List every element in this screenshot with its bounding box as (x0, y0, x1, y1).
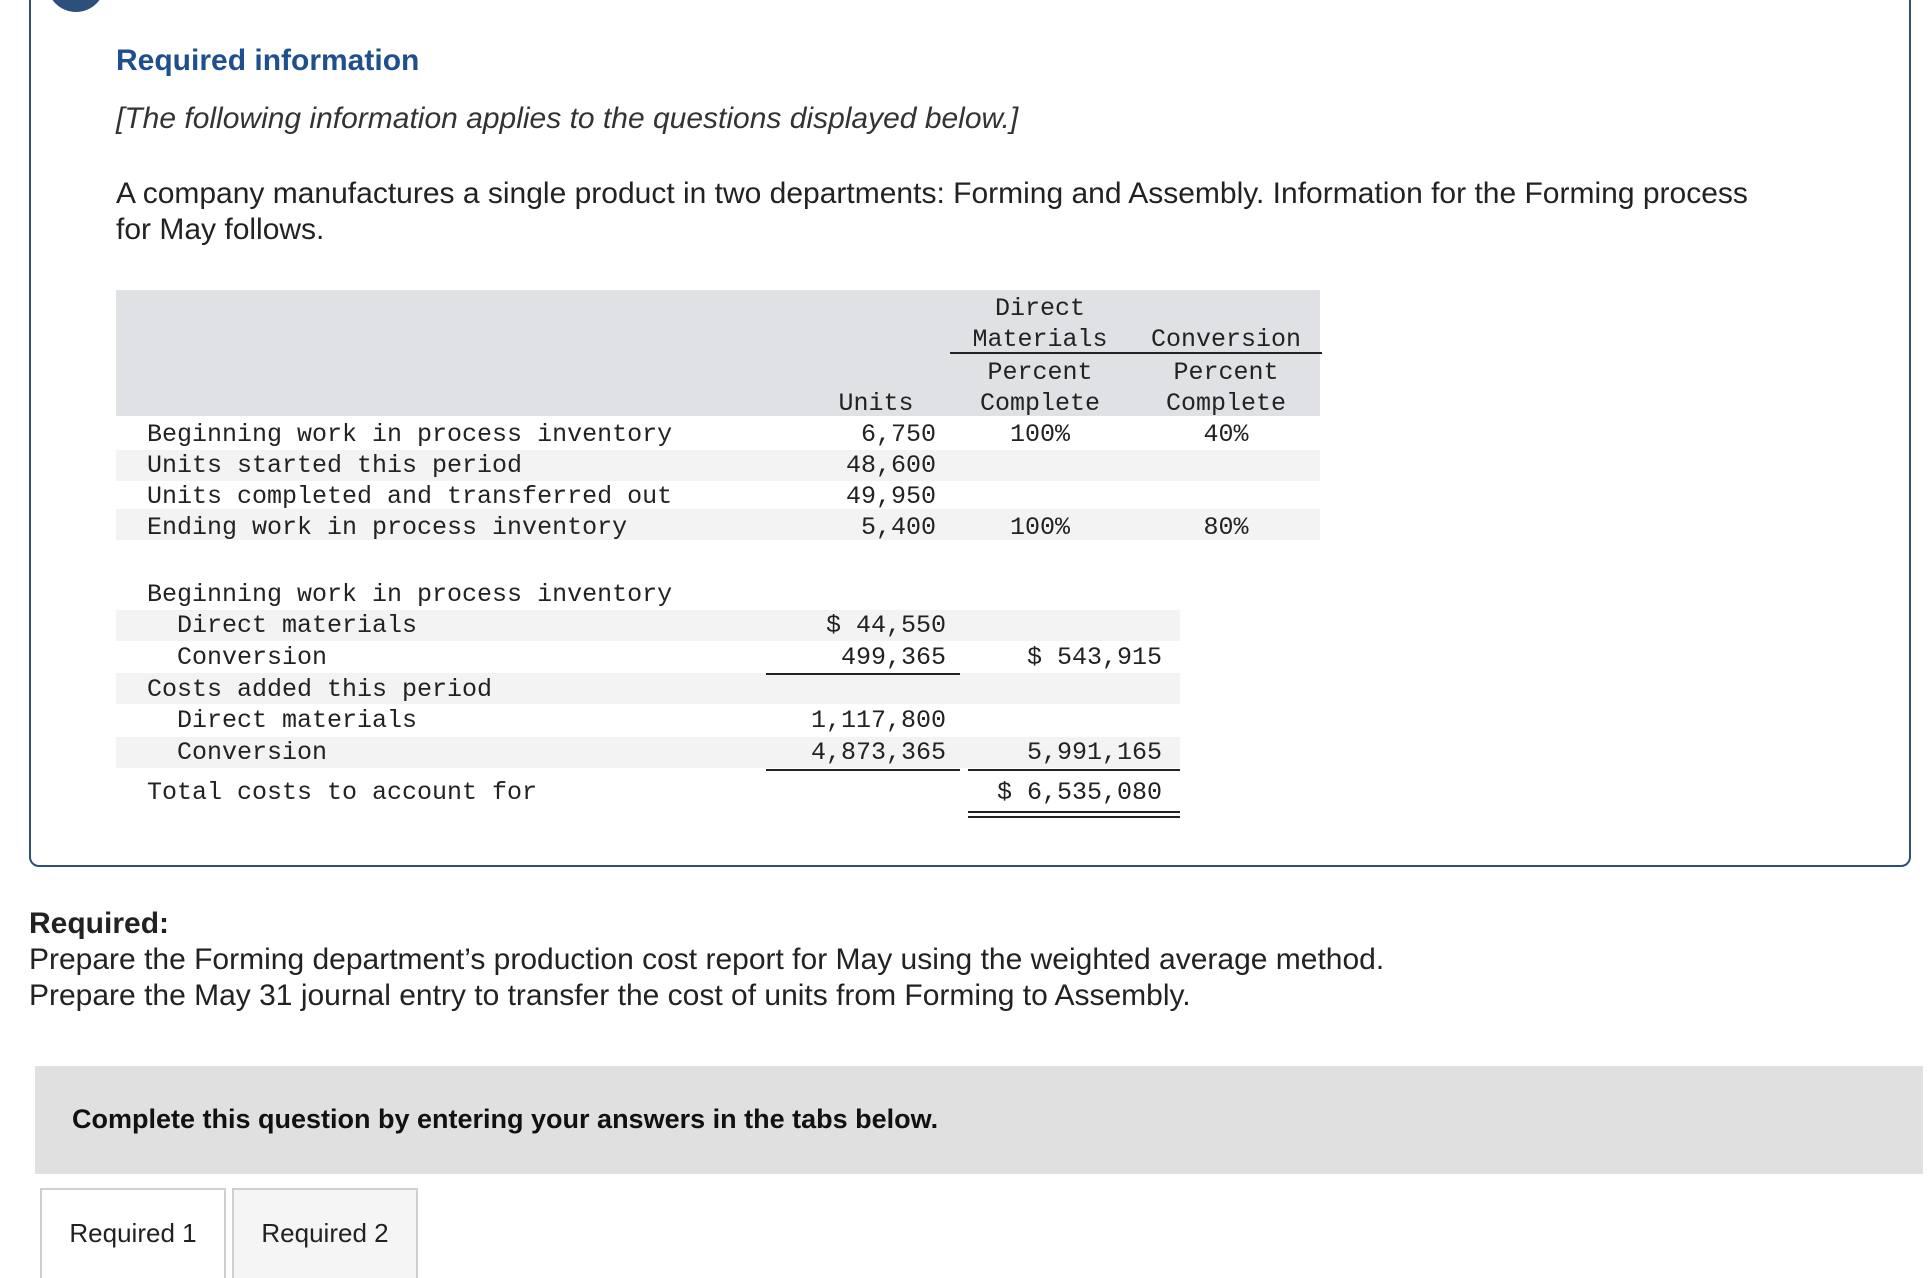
dm-percent-line2: Complete (979, 389, 1101, 418)
dm-percent-line1: Percent (987, 358, 1093, 387)
beginning-total-value: $ 543,915 (1026, 643, 1162, 672)
dm-header-line2: Materials (972, 325, 1108, 354)
row-units: 49,950 (845, 482, 936, 511)
instructions-bar (35, 1066, 1923, 1174)
row-label: Units completed and transferred out (147, 482, 673, 511)
tab-required-1[interactable]: Required 1 (40, 1188, 226, 1278)
row-units: 5,400 (860, 513, 936, 542)
beginning-dm-label: Direct materials (177, 611, 418, 640)
row-label: Ending work in process inventory (147, 513, 628, 542)
beginning-wip-label: Beginning work in process inventory (147, 580, 673, 609)
header-rule (950, 352, 1322, 354)
row-label: Beginning work in process inventory (147, 420, 673, 449)
instructions-text: Complete this question by entering your answers in the tabs below. (72, 1104, 939, 1134)
conversion-header: Conversion (1150, 325, 1302, 354)
row-dm-pct: 100% (1009, 420, 1070, 449)
required-item-1: Prepare the Forming department’s production cost report for May using the weighted average method. (29, 943, 1385, 976)
tab-required-2[interactable]: Required 2 (232, 1188, 418, 1278)
units-header: Units (838, 389, 914, 418)
beginning-conv-value: 499,365 (840, 643, 946, 672)
required-information-title: Required information (116, 44, 420, 77)
row-conv-pct: 80% (1203, 513, 1249, 542)
beginning-dm-value: $ 44,550 (825, 611, 946, 640)
alert-icon (47, 0, 105, 12)
conv-percent-line1: Percent (1173, 358, 1279, 387)
total-costs-label: Total costs to account for (147, 778, 538, 807)
required-label: Required: (29, 907, 170, 940)
double-rule-bottom (968, 816, 1180, 818)
total-costs-value: $ 6,535,080 (996, 778, 1162, 807)
total-rule (968, 769, 1180, 771)
row-label: Units started this period (147, 451, 523, 480)
info-note: [The following information applies to the questions displayed below.] (116, 102, 1019, 135)
added-dm-value: 1,117,800 (810, 706, 946, 735)
added-dm-label: Direct materials (177, 706, 418, 735)
costs-added-label: Costs added this period (147, 675, 493, 704)
intro-paragraph: A company manufactures a single product in two departments: Forming and Assembly. Information for the Forming process for May follows. (116, 177, 1748, 246)
double-rule-top (968, 811, 1180, 813)
row-conv-pct: 40% (1203, 420, 1249, 449)
conv-percent-line2: Complete (1165, 389, 1287, 418)
required-item-2: Prepare the May 31 journal entry to transfer the cost of units from Forming to Assembly. (29, 979, 1191, 1012)
units-table (116, 290, 1320, 540)
added-total-value: 5,991,165 (1026, 738, 1162, 767)
row-units: 6,750 (860, 420, 936, 449)
cost-table (116, 580, 1180, 820)
beginning-conv-label: Conversion (177, 643, 328, 672)
row-units: 48,600 (845, 451, 936, 480)
dm-header-line1: Direct (994, 294, 1085, 323)
added-conv-value: 4,873,365 (810, 738, 946, 767)
added-conv-label: Conversion (177, 738, 328, 767)
subtotal-rule (766, 673, 960, 675)
row-dm-pct: 100% (1009, 513, 1070, 542)
subtotal-rule (766, 769, 960, 771)
required-section (29, 906, 1384, 1014)
